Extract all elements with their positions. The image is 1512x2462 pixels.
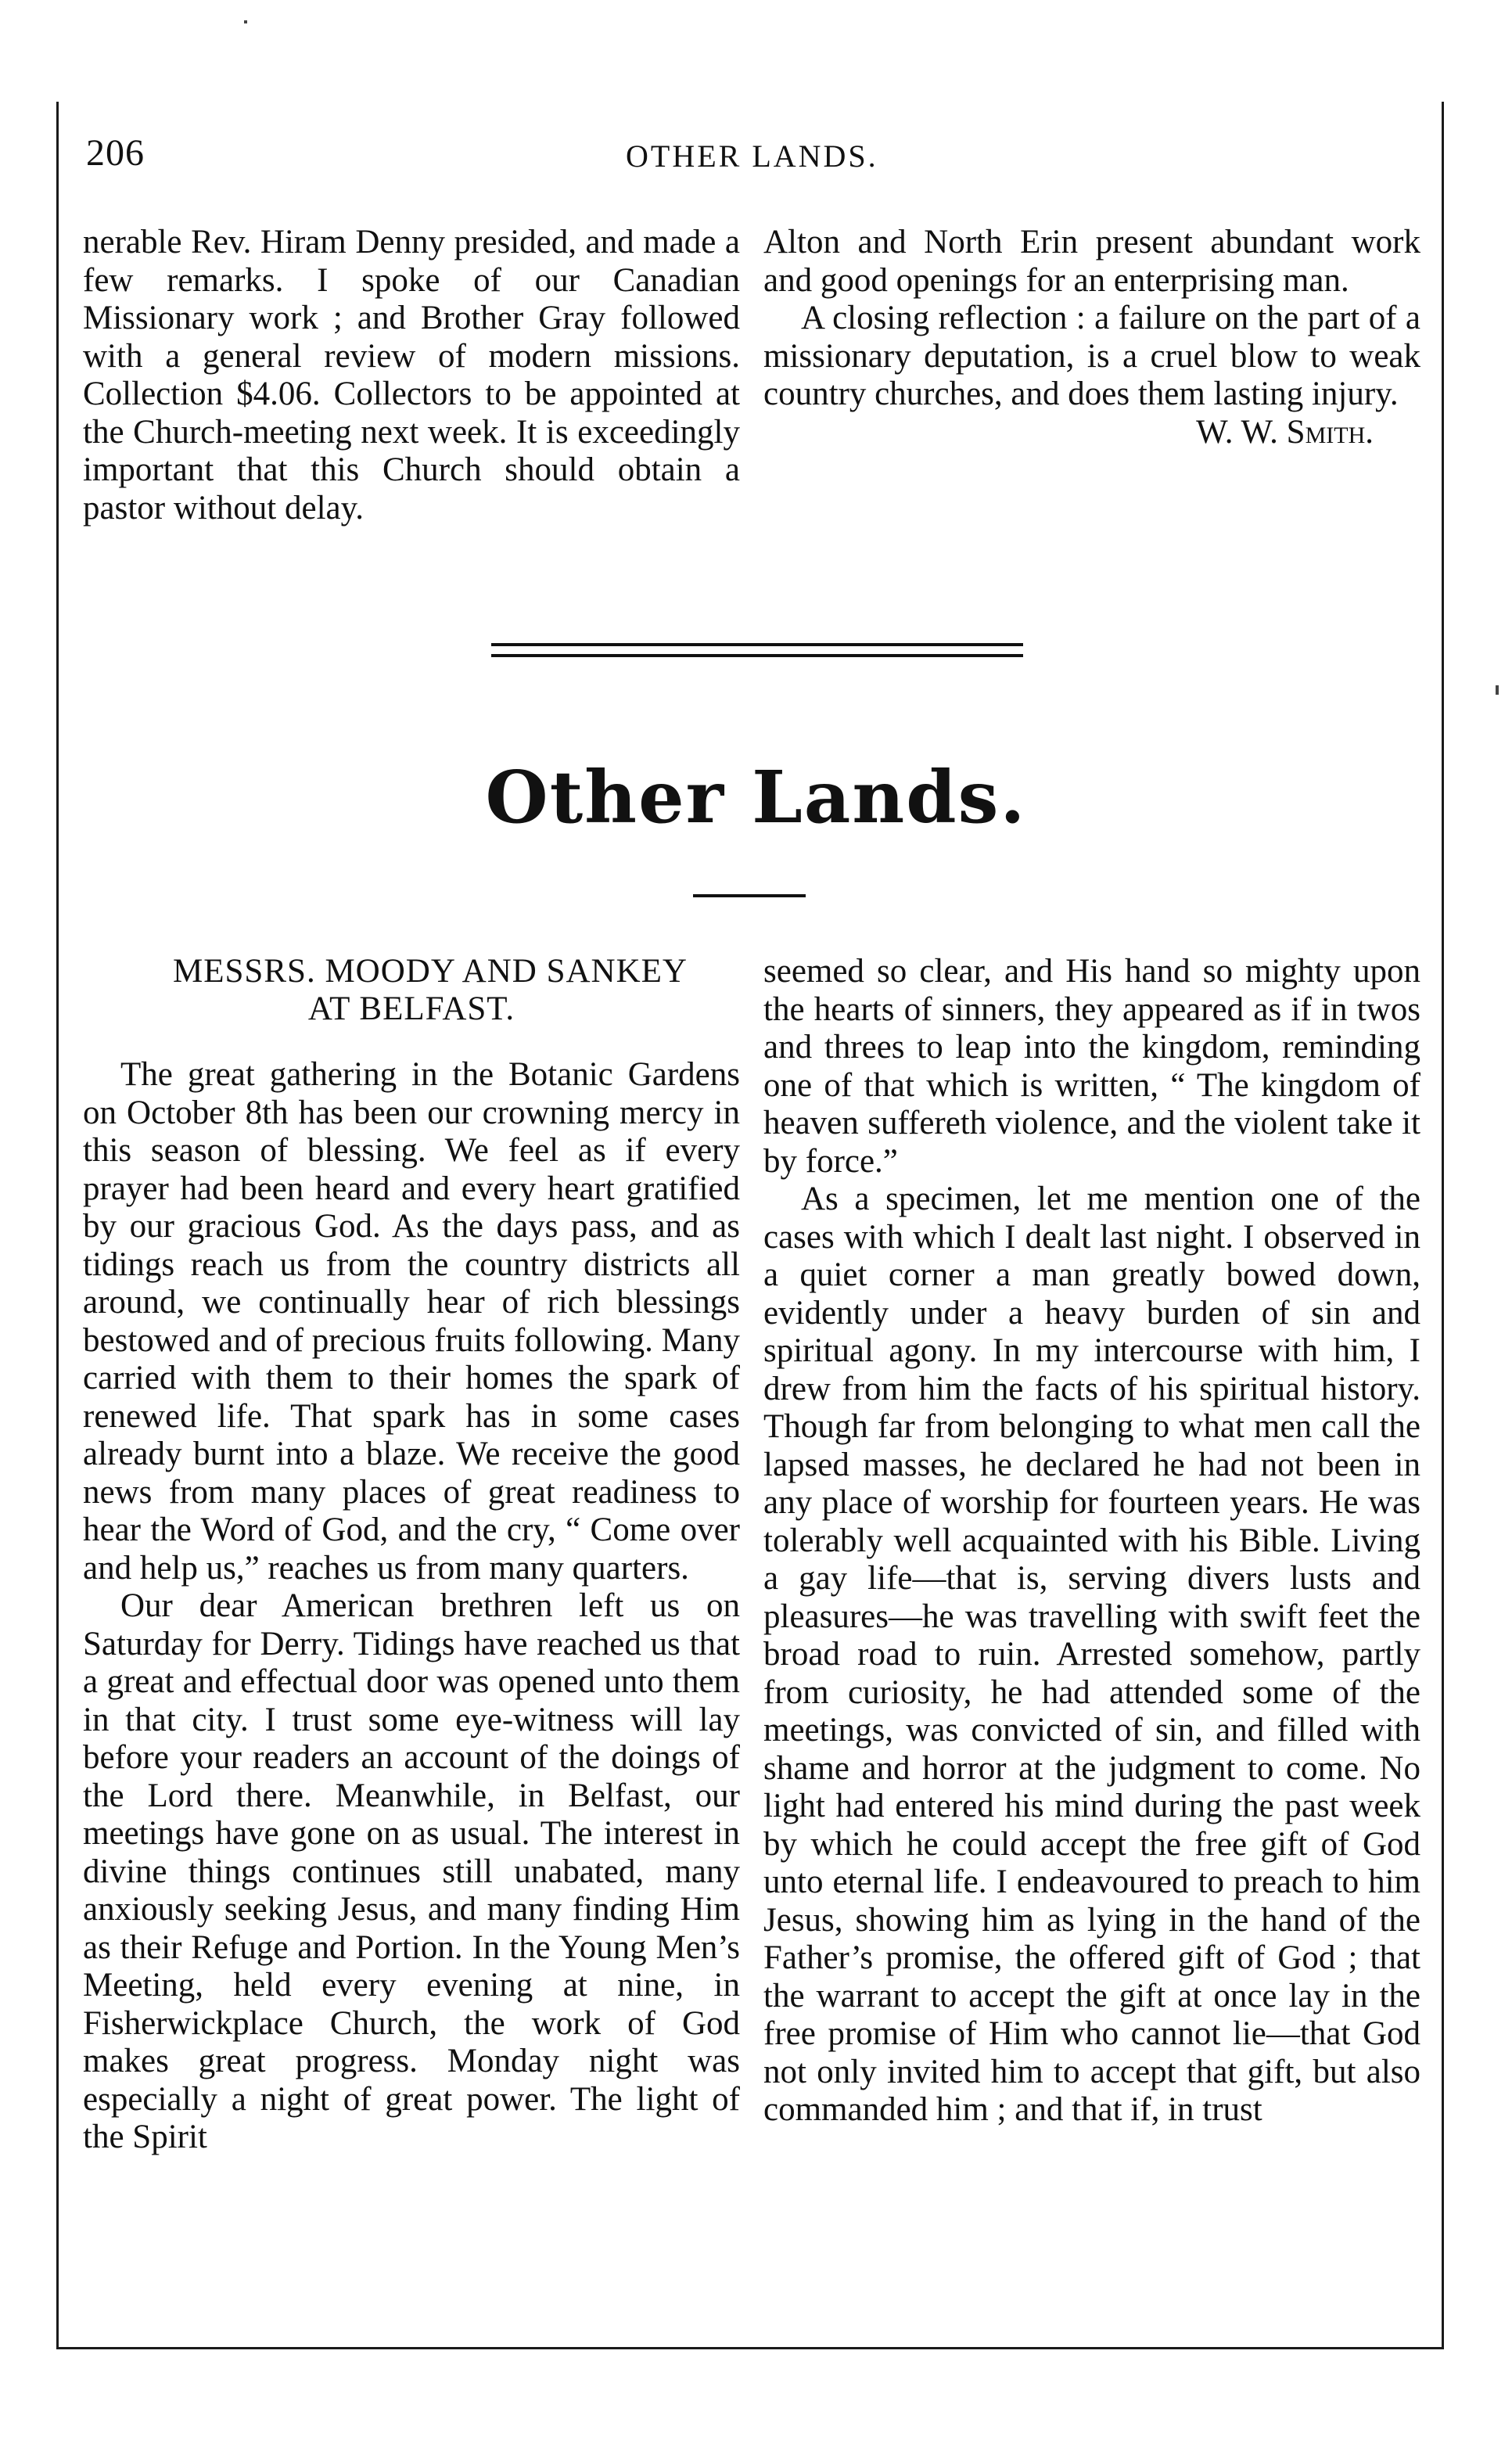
- article-heading-line: MESSRS. MOODY AND SANKEY: [173, 953, 688, 990]
- section-title: Other Lands.: [485, 755, 1027, 839]
- paragraph: A closing reflection : a failure on the part of a missionary deputation, is a cruel blow to weak country churches, and does them lasting injury.: [763, 300, 1420, 412]
- paragraph: The great gathering in the Botanic Gardens on October 8th has been our crowning mercy in this season of blessing. We feel as if every prayer had been heard and every heart gratified by our gracious God. As the days pass, and as tidings reach us from the country districts all around, we continually hear of rich blessings bestowed and of precious fruits following. Many carried with them to their homes the spark of renewed life. That spark has in some cases already burnt into a blaze. We receive the good news from many places of great readiness to hear the Word of God, and the cry, “ Come over and help us,” reaches us from many quarters.: [83, 1056, 740, 1587]
- article-heading-line: AT BELFAST.: [307, 990, 515, 1027]
- article-right-column: [763, 953, 1420, 2130]
- article-heading: [83, 953, 740, 1028]
- title-underline-rule: [693, 894, 806, 897]
- section-divider-double-rule: [491, 643, 1023, 657]
- running-title: OTHER LANDS.: [626, 138, 878, 174]
- top-left-column: [83, 224, 740, 527]
- top-right-column: [763, 224, 1420, 451]
- author-signature: W. W. Smith.: [1196, 413, 1374, 451]
- paragraph: As a specimen, let me mention one of the cases with which I dealt last night. I observed in a quiet corner a man greatly bowed down, evidently under a heavy burden of sin and spiritual agony. In my intercourse with him, I drew from him the facts of his spiritual history. Though far from belonging to what men call the lapsed masses, he declared he had not been in any place of worship for fourteen years. He was tolerably well acquainted with his Bible. Living a gay life—that is, serving divers lusts and pleasures—he was travelling with swift feet the broad road to ruin. Arrested somehow, partly from curiosity, he had attended some of the meetings, was convicted of sin, and filled with shame and horror at the judgment to come. No light had entered his mind during the past week by which he could accept the free gift of God unto eternal life. I endeavoured to preach to him Jesus, showing him as lying in the hand of the Father’s promise, the offered gift of God ; that the warrant to accept the gift at once lay in the free promise of Him who cannot lie—that God not only invited him to accept that gift, but also commanded him ; and that if, in trust: [763, 1181, 1420, 2128]
- article-left-column: [83, 953, 740, 2157]
- paragraph: nerable Rev. Hiram Denny presided, and made a few remarks. I spoke of our Canadian Missionary work ; and Brother Gray followed with a general review of modern missions. Collection $4.06. Collectors to be appointed at the Church-meeting next week. It is exceedingly important that this Church should obtain a pastor without delay.: [83, 224, 740, 527]
- paragraph: Alton and North Erin present abundant work and good openings for an enterprising man.: [763, 224, 1420, 299]
- print-speck-top: [244, 20, 247, 23]
- page-number: 206: [86, 132, 145, 174]
- print-speck-right: [1496, 685, 1499, 695]
- running-head: [86, 131, 1416, 186]
- paragraph: seemed so clear, and His hand so mighty upon the hearts of sinners, they appeared as if in twos and threes to leap into the kingdom, reminding one of that which is written, “ The kingdom of heaven suffereth violence, and the violent take it by force.”: [763, 953, 1420, 1180]
- paragraph: Our dear American brethren left us on Saturday for Derry. Tidings have reached us that a great and effectual door was opened unto them in that city. I trust some eye-witness will lay before your readers an account of the doings of the Lord there. Meanwhile, in Belfast, our meetings have gone on as usual. The interest in divine things continues still unabated, many anxiously seeking Jesus, and many finding Him as their Refuge and Portion. In the Young Men’s Meeting, held every evening at nine, in Fisherwickplace Church, the work of God makes great progress. Monday night was especially a night of great power. The light of the Spirit: [83, 1587, 740, 2155]
